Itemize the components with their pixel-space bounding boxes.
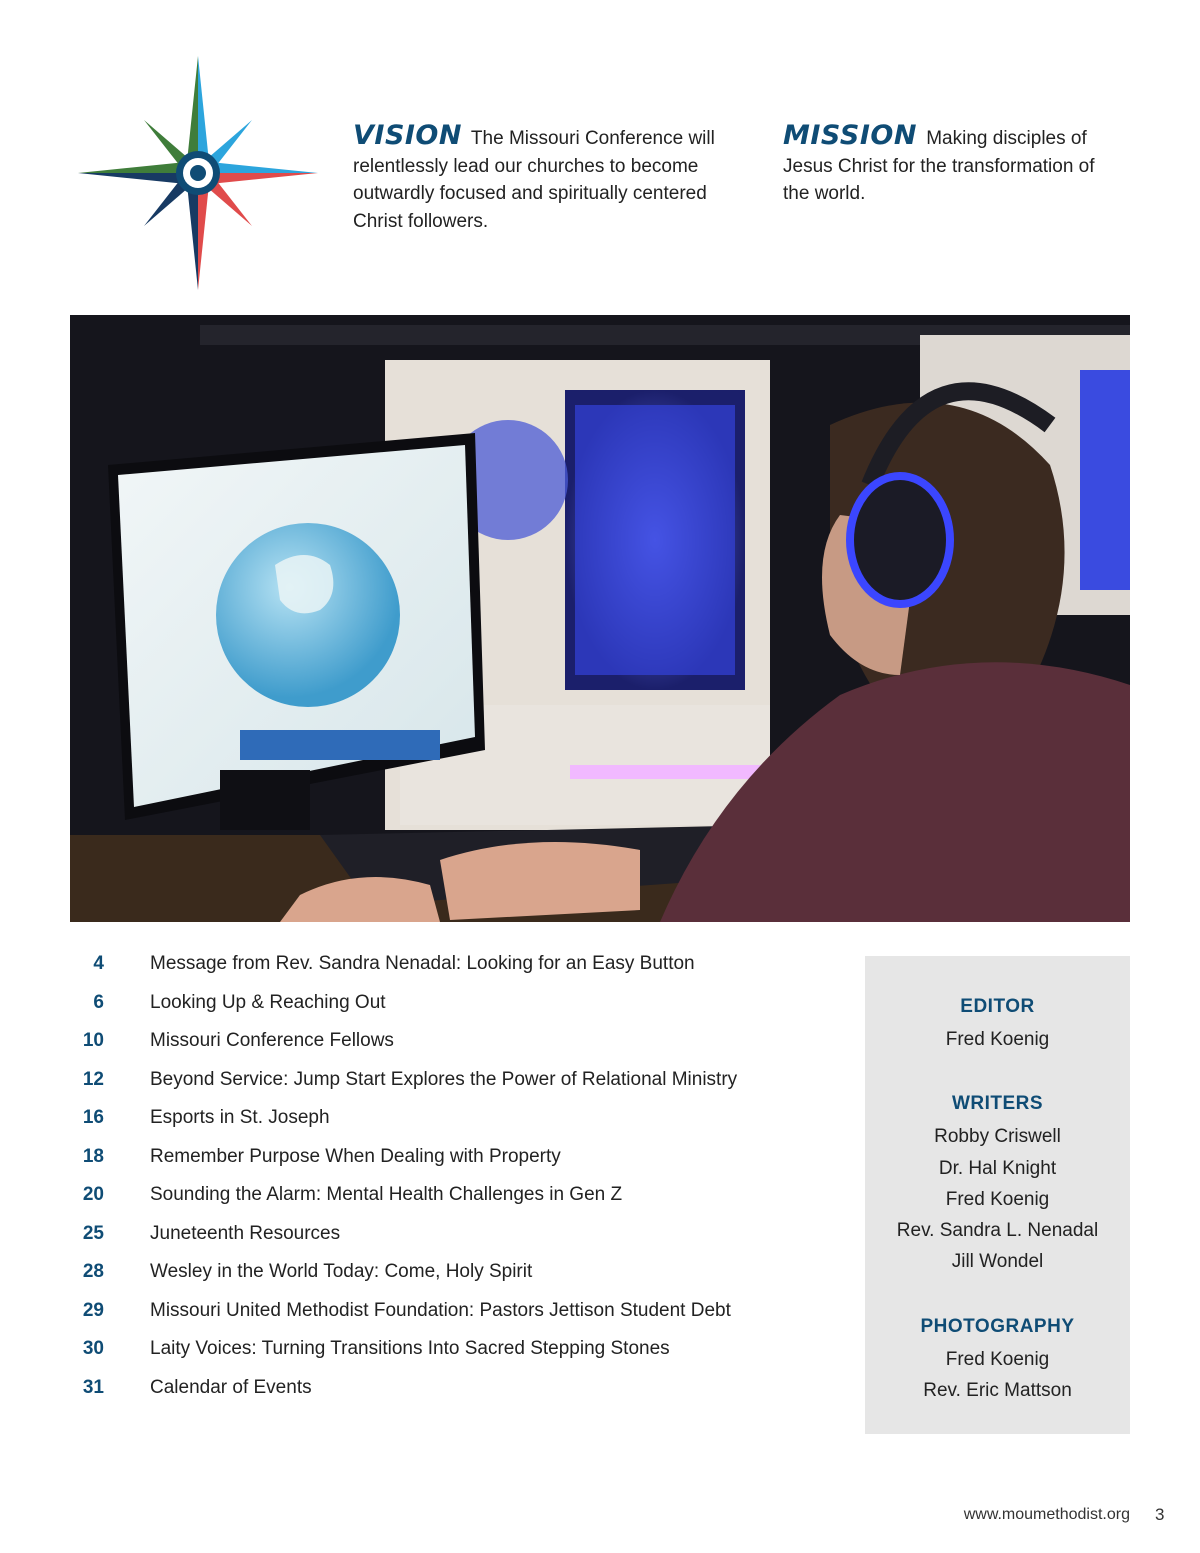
table-of-contents bbox=[70, 945, 790, 1407]
toc-page-number: 16 bbox=[82, 1107, 104, 1128]
toc-item[interactable] bbox=[70, 945, 790, 984]
toc-page-number: 31 bbox=[82, 1376, 104, 1398]
toc-page-number: 30 bbox=[82, 1338, 104, 1359]
toc-title: Beyond Service: Jump Start Explores the Power of Relational Ministry bbox=[150, 1068, 738, 1090]
credit-name: Fred Koenig bbox=[945, 1029, 1050, 1050]
writers-group bbox=[865, 1093, 1130, 1277]
toc-item[interactable] bbox=[70, 1022, 790, 1061]
photography-group bbox=[865, 1316, 1130, 1407]
toc-item[interactable] bbox=[70, 1061, 790, 1100]
credit-name: Rev. Sandra L. Nenadal bbox=[896, 1220, 1099, 1242]
credits-panel bbox=[865, 956, 1130, 1434]
toc-page-number: 18 bbox=[82, 1145, 104, 1167]
mission-text: Making disciples of Jesus Christ for the transformation of the world. bbox=[783, 128, 1095, 204]
compass-star-icon bbox=[76, 54, 320, 292]
toc-title: Calendar of Events bbox=[150, 1376, 312, 1398]
toc-page-number: 6 bbox=[93, 991, 104, 1013]
toc-item[interactable] bbox=[70, 1176, 790, 1215]
toc-item[interactable] bbox=[70, 1099, 790, 1138]
toc-title: Missouri United Methodist Foundation: Pastors Jettison Student Debt bbox=[150, 1299, 731, 1321]
toc-item[interactable] bbox=[70, 1215, 790, 1254]
credit-name: Dr. Hal Knight bbox=[938, 1157, 1057, 1179]
toc-title: Sounding the Alarm: Mental Health Challenges in Gen Z bbox=[150, 1184, 623, 1205]
toc-item[interactable] bbox=[70, 1369, 790, 1408]
toc-page-number: 25 bbox=[82, 1222, 104, 1244]
toc-item[interactable] bbox=[70, 1330, 790, 1369]
toc-page-number: 10 bbox=[82, 1030, 104, 1051]
vision-statement bbox=[353, 122, 753, 235]
toc-title: Remember Purpose When Dealing with Property bbox=[150, 1145, 561, 1167]
cover-photo bbox=[70, 315, 1130, 922]
toc-title: Missouri Conference Fellows bbox=[150, 1030, 394, 1051]
editor-group bbox=[865, 996, 1130, 1055]
toc-title: Laity Voices: Turning Transitions Into Sacred Stepping Stones bbox=[150, 1338, 670, 1359]
toc-item[interactable] bbox=[70, 984, 790, 1023]
toc-page-number: 12 bbox=[82, 1068, 104, 1090]
vision-text: The Missouri Conference will relentlessly lead our churches to become outwardly focused and spiritually centered Christ followers. bbox=[353, 128, 715, 232]
toc-page-number: 28 bbox=[82, 1261, 104, 1282]
page-number: 3 bbox=[1155, 1505, 1165, 1524]
credit-name: Jill Wondel bbox=[951, 1251, 1044, 1273]
toc-item[interactable] bbox=[70, 1253, 790, 1292]
toc-title: Message from Rev. Sandra Nenadal: Looking for an Easy Button bbox=[150, 953, 695, 974]
toc-page-number: 20 bbox=[82, 1184, 104, 1205]
toc-title: Wesley in the World Today: Come, Holy Spirit bbox=[150, 1261, 533, 1282]
vision-keyword: VISION bbox=[353, 120, 462, 151]
toc-title: Juneteenth Resources bbox=[150, 1222, 341, 1244]
credit-name: Fred Koenig bbox=[945, 1348, 1050, 1370]
toc-page-number: 29 bbox=[82, 1299, 104, 1321]
toc-title: Esports in St. Joseph bbox=[150, 1107, 330, 1128]
toc-title: Looking Up & Reaching Out bbox=[150, 991, 386, 1013]
mission-keyword: MISSION bbox=[783, 120, 917, 151]
credit-name: Fred Koenig bbox=[945, 1188, 1050, 1210]
toc-item[interactable] bbox=[70, 1292, 790, 1331]
toc-item[interactable] bbox=[70, 1138, 790, 1177]
writers-heading: WRITERS bbox=[951, 1093, 1044, 1115]
toc-page-number: 4 bbox=[93, 953, 104, 974]
photography-heading: PHOTOGRAPHY bbox=[920, 1315, 1075, 1337]
credit-name: Rev. Eric Mattson bbox=[923, 1380, 1072, 1402]
website-link[interactable]: www.moumethodist.org bbox=[963, 1506, 1130, 1523]
editor-heading: EDITOR bbox=[960, 996, 1035, 1017]
mission-statement bbox=[783, 122, 1113, 208]
credit-name: Robby Criswell bbox=[934, 1126, 1061, 1148]
